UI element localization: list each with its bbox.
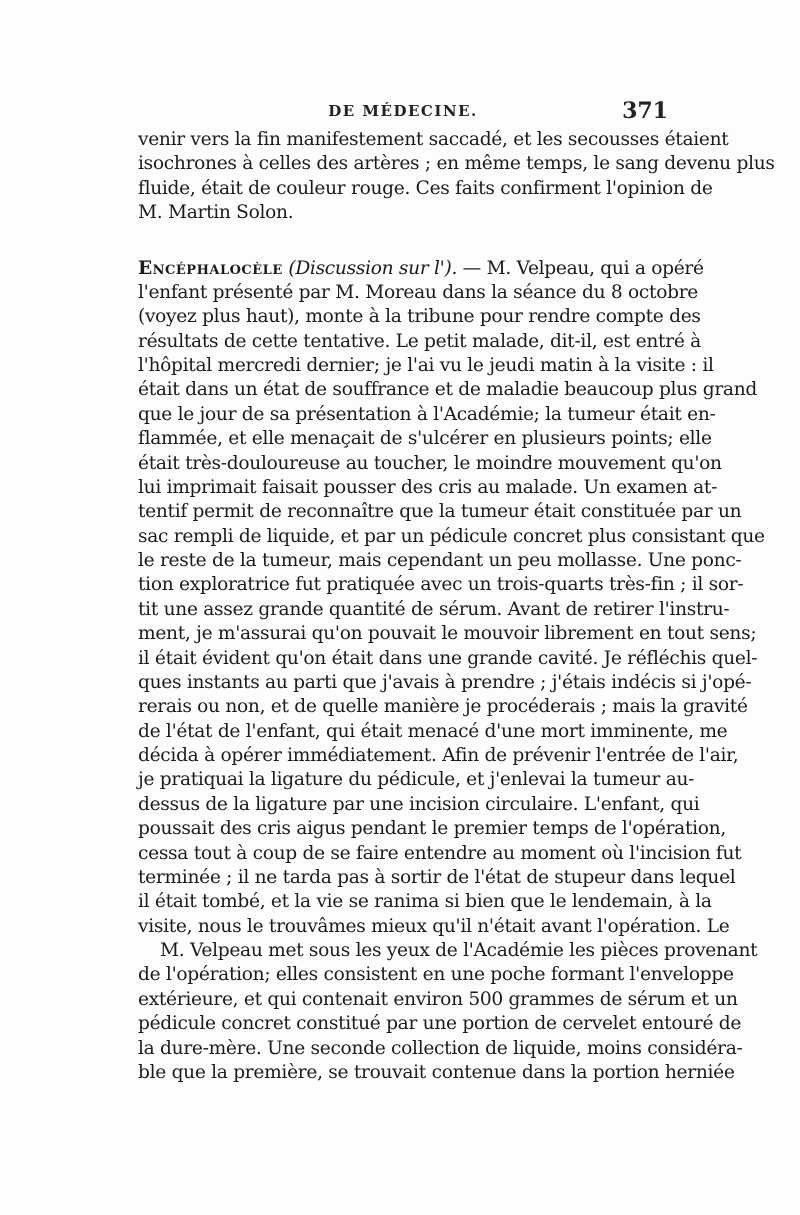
text-line: dessus de la ligature par une incision circulaire. L'enfant, qui [138,793,700,815]
text-line: il était évident qu'on était dans une grande cavité. Je réfléchis quel- [138,647,758,669]
running-title: DE MÉDECINE. [328,102,478,120]
text-line: résultats de cette tentative. Le petit malade, dit-il, est entré à [138,330,701,352]
text-line: rerais ou non, et de quelle manière je procéderais ; mais la gravité [138,696,748,718]
page-header [138,98,668,126]
entry-first-line-text: — M. Velpeau, qui a opéré [457,257,704,279]
text-line: tentif permit de reconnaître que la tumeur était constituée par un [138,501,742,523]
text-line: je pratiquai la ligature du pédicule, et j'enlevai la tumeur au- [138,769,695,791]
text-line: pédicule concret constitué par une portion de cervelet entouré de [138,1013,742,1035]
text-line: la dure-mère. Une seconde collection de liquide, moins considéra- [138,1037,743,1059]
paragraph-1 [138,128,775,226]
text-line: décida à opérer immédiatement. Afin de prévenir l'entrée de l'air, [138,745,739,766]
text-line: isochrones à celles des artères ; en même temps, le sang devenu plus [138,153,775,175]
text-line: l'hôpital mercredi dernier; je l'ai vu le jeudi matin à la visite : il [138,355,714,376]
text-line: de l'opération; elles consistent en une poche formant l'enveloppe [138,964,734,986]
text-line: était très-douloureuse au toucher, le moindre mouvement qu'on [138,452,722,474]
text-line: fluide, était de couleur rouge. Ces faits confirment l'opinion de [138,177,713,199]
page-number: 371 [622,98,668,124]
entry-headword-note: (Discussion sur l'). [288,257,458,279]
entry-headword: Encéphalocèle [138,257,283,279]
text-line: l'enfant présenté par M. Moreau dans la séance du 8 octobre [138,281,698,303]
text-line: ble que la première, se trouvait contenue dans la portion herniée [138,1061,735,1083]
entry-heading-line [138,257,704,281]
text-line: ques instants au parti que j'avais à prendre ; j'étais indécis si j'opé- [138,671,752,693]
paragraph-3 [138,939,758,1085]
paragraph-2 [138,257,765,940]
text-line: (voyez plus haut), monte à la tribune pour rendre compte des [138,306,701,328]
text-line: flammée, et elle menaçait de s'ulcérer en plusieurs points; elle [138,428,712,450]
text-line: visite, nous le trouvâmes mieux qu'il n'était avant l'opération. Le [138,915,730,937]
text-line: était dans un état de souffrance et de maladie beaucoup plus grand [138,379,757,401]
text-line: tit une assez grande quantité de sérum. Avant de retirer l'instru- [138,598,730,620]
text-line: de l'état de l'enfant, qui était menacé d'une mort imminente, me [138,720,728,742]
text-line: M. Velpeau met sous les yeux de l'Académie les pièces provenant [160,940,758,961]
text-line: le reste de la tumeur, mais cependant un peu mollasse. Une ponc- [138,550,742,571]
page-body [138,128,775,1085]
text-line: extérieure, et qui contenait environ 500 grammes de sérum et un [138,988,738,1010]
paragraph-gap [138,226,669,257]
text-line: il était tombé, et la vie se ranima si bien que le lendemain, à la [138,891,712,913]
text-line: poussait des cris aigus pendant le premier temps de l'opération, [138,818,726,840]
text-line: ment, je m'assurai qu'on pouvait le mouvoir librement en tout sens; [138,623,757,645]
text-line: M. Martin Solon. [138,202,294,224]
text-line: lui imprimait faisait pousser des cris au malade. Un examen at- [138,476,718,498]
text-line: terminée ; il ne tarda pas à sortir de l'état de stupeur dans lequel [138,866,736,888]
text-line: que le jour de sa présentation à l'Académie; la tumeur était en- [138,403,716,425]
text-line: tion exploratrice fut pratiquée avec un trois-quarts très-fin ; il sor- [138,574,744,596]
text-line: cessa tout à coup de se faire entendre au moment où l'incision fut [138,842,742,864]
text-line: venir vers la fin manifestement saccadé, et les secousses étaient [138,129,729,150]
text-line: sac rempli de liquide, et par un pédicule concret plus consistant que [138,525,765,547]
